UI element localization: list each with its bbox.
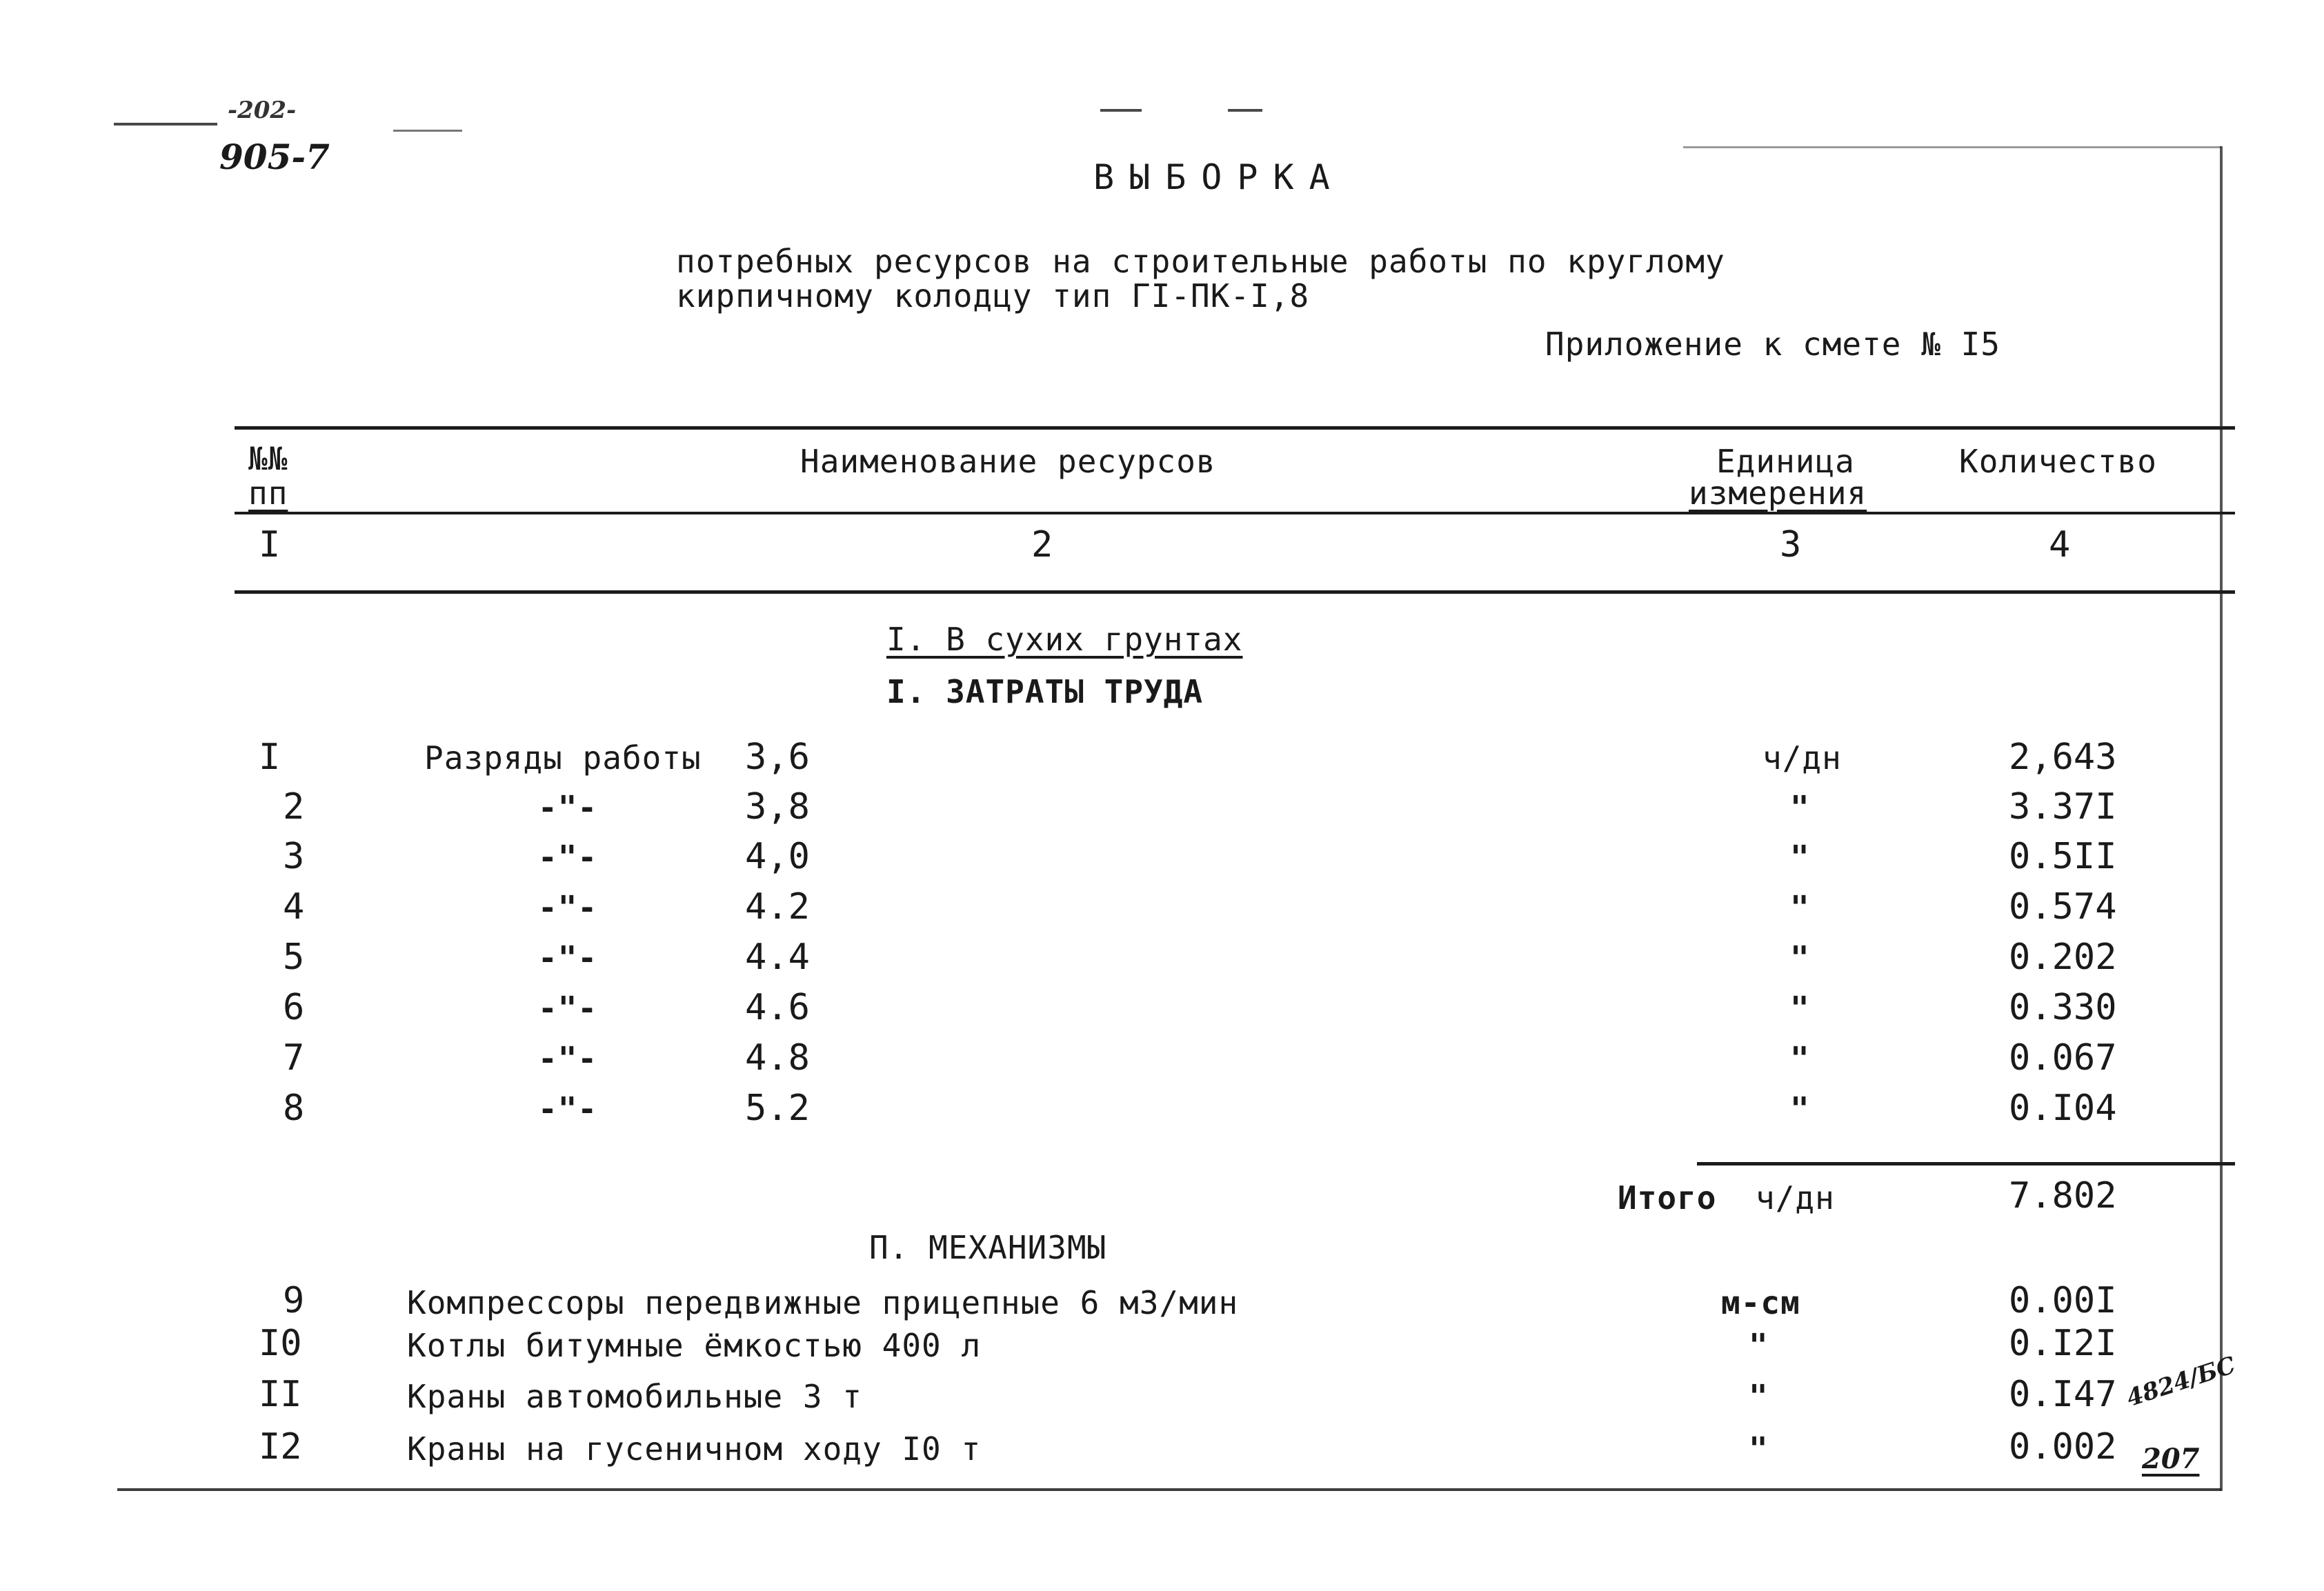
subtitle-line-1: потребных ресурсов на строительные работы по круглому [676,243,1725,280]
top-dash-mid [393,130,462,132]
total-rule [1697,1162,2235,1165]
row-number: 2 [283,786,305,828]
header-unit-line2: измерения [1689,474,1867,512]
row-grade: 4.2 [745,886,810,928]
row-number: I2 [259,1426,302,1468]
margin-note-top: -202- [228,97,297,124]
row-unit: " [1790,789,1810,826]
row-name: -"- [538,889,598,926]
row-number: I0 [259,1323,302,1364]
section-1-subtitle: I. ЗАТРАТЫ ТРУДА [886,673,1204,710]
row-qty: 0.067 [2009,1037,2117,1079]
row-number: 4 [283,886,305,928]
row-name: -"- [538,839,598,876]
top-right-dashline [1683,146,2221,148]
row-name: -"- [538,789,598,826]
row-name: Краны автомобильные 3 т [407,1378,862,1415]
total-label: Итого [1618,1179,1717,1217]
header-num-line2: пп [248,474,288,512]
top-dash-1 [1100,109,1142,112]
row-name: -"- [538,939,598,977]
bottom-rule [117,1488,2221,1491]
col-number-4: 4 [2049,524,2071,566]
header-top-rule [235,426,2235,430]
row-unit: ч/дн [1762,739,1842,777]
top-dash-left [114,123,217,126]
row-unit: " [1749,1378,1769,1415]
row-number: 9 [283,1280,305,1321]
row-qty: 3.37I [2009,786,2117,828]
row-number: 7 [283,1037,305,1079]
col-number-3: 3 [1780,524,1802,566]
margin-note: 905-7 [219,137,330,177]
header-unit-line1: Единица [1716,443,1855,480]
section-1-title: I. В сухих грунтах [886,621,1243,658]
row-grade: 4.6 [745,987,810,1028]
row-name: Разряды работы [424,739,702,777]
subtitle-line-2: кирпичному колодцу тип ГI-ПК-I,8 [676,277,1310,314]
row-qty: 0.I04 [2009,1088,2117,1129]
row-name: -"- [538,1040,598,1077]
row-qty: 0.002 [2009,1426,2117,1468]
row-unit: " [1749,1430,1769,1468]
row-qty: 0.00I [2009,1280,2117,1321]
row-name: -"- [538,1090,598,1128]
row-grade: 4,0 [745,836,810,877]
row-unit: " [1790,889,1810,926]
page-number: 207 [2142,1443,2200,1475]
row-unit: " [1790,839,1810,876]
row-unit: " [1790,1090,1810,1128]
row-number: 5 [283,937,305,978]
document-title: ВЫБОРКА [1093,157,1345,197]
row-number: I [259,737,281,778]
row-grade: 5.2 [745,1088,810,1129]
header-bottom-rule [235,590,2235,594]
row-name: -"- [538,990,598,1027]
total-qty: 7.802 [2009,1175,2117,1217]
row-qty: 0.202 [2009,937,2117,978]
header-name: Наименование ресурсов [800,443,1216,480]
right-border [2220,146,2223,1491]
top-dash-2 [1228,109,1262,112]
row-grade: 4.8 [745,1037,810,1079]
row-unit: " [1790,939,1810,977]
section-2-title: П. МЕХАНИЗМЫ [869,1229,1107,1266]
row-unit: " [1790,990,1810,1027]
header-num-line1: №№ [248,440,288,477]
row-qty: 0.I2I [2009,1323,2117,1364]
row-name: Краны на гусеничном ходу I0 т [407,1430,982,1468]
handwritten-stamp: 4824/БС [2123,1351,2239,1413]
row-number: 3 [283,836,305,877]
row-name: Компрессоры передвижные прицепные 6 м3/мин [407,1284,1239,1321]
row-unit: " [1749,1327,1769,1364]
header-mid-rule [235,512,2235,514]
header-qty: Количество [1959,443,2157,480]
row-number: 8 [283,1088,305,1129]
row-name: Котлы битумные ёмкостью 400 л [407,1327,982,1364]
row-number: II [259,1374,302,1415]
col-number-1: I [259,524,281,566]
row-unit: " [1790,1040,1810,1077]
row-grade: 3,8 [745,786,810,828]
row-qty: 2,643 [2009,737,2117,778]
col-number-2: 2 [1031,524,1053,566]
total-unit: ч/дн [1756,1179,1835,1217]
appendix-note: Приложение к смете № I5 [1545,326,2000,363]
row-number: 6 [283,987,305,1028]
row-qty: 0.330 [2009,987,2117,1028]
row-qty: 0.5II [2009,836,2117,877]
row-grade: 4.4 [745,937,810,978]
row-qty: 0.574 [2009,886,2117,928]
row-grade: 3,6 [745,737,810,778]
row-unit: м-см [1721,1284,1800,1321]
row-qty: 0.I47 [2009,1374,2117,1415]
